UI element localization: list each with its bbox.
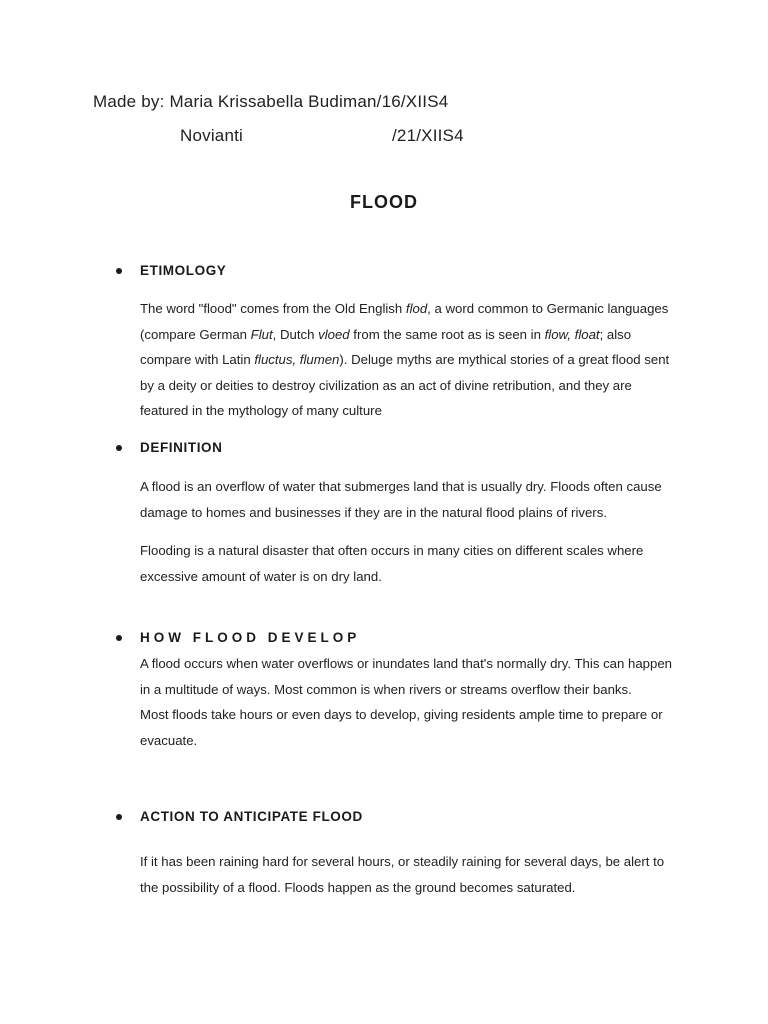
paragraph: Flooding is a natural disaster that often occurs in many cities on different scales where excessive amount of water is on dry land.: [140, 543, 644, 584]
paragraph: Most floods take hours or even days to develop, giving residents ample time to prepare or evacuate.: [140, 707, 663, 748]
paragraph: A flood occurs when water overflows or inundates land that's normally dry. This can happen in a multitude of ways. Most common is when rivers or streams overflow their banks.: [140, 656, 673, 697]
bullet-icon: [116, 814, 122, 820]
author-2-suffix: /21/XIIS4: [392, 126, 464, 145]
section-heading: [116, 807, 676, 827]
section-heading-text: ACTION TO ANTICIPATE FLOOD: [140, 809, 363, 824]
bullet-icon: [116, 445, 122, 451]
paragraph: A flood is an overflow of water that submerges land that is usually dry. Floods often cause damage to homes and businesses if they are in the natural flood plains of rivers.: [140, 479, 662, 520]
section-how-flood-develop: [116, 628, 676, 766]
bullet-icon: [116, 268, 122, 274]
section-heading-text: DEFINITION: [140, 440, 223, 455]
author-line-2: [180, 126, 464, 146]
section-heading: [116, 438, 676, 458]
paragraph: If it has been raining hard for several hours, or steadily raining for several days, be alert to the possibility of a flood. Floods happen as the ground becomes saturated.: [140, 854, 665, 895]
section-etimology: [116, 261, 676, 437]
author-line-1: Made by: Maria Krissabella Budiman/16/XIIS4: [93, 92, 449, 111]
section-heading-text: ETIMOLOGY: [140, 263, 227, 278]
section-heading-text: HOW FLOOD DEVELOP: [140, 630, 361, 645]
bullet-icon: [116, 635, 122, 641]
section-action-to-anticipate-flood: [116, 807, 676, 913]
section-heading: [116, 628, 676, 648]
section-definition: [116, 438, 676, 602]
document-title: FLOOD: [350, 192, 418, 212]
author-2-name: Novianti: [180, 126, 244, 145]
paragraph: The word "flood" comes from the Old English flod, a word common to Germanic languages (compare German Flut, Dutch vloed from the same root as is seen in flow, float; also compare with Latin fluctus, flumen). Deluge myths are mythical stories of a great flood sent by a deity or deities to destroy civilization as an act of divine retribution, and they are featured in the mythology of many culture: [140, 301, 670, 418]
section-heading: [116, 261, 676, 281]
